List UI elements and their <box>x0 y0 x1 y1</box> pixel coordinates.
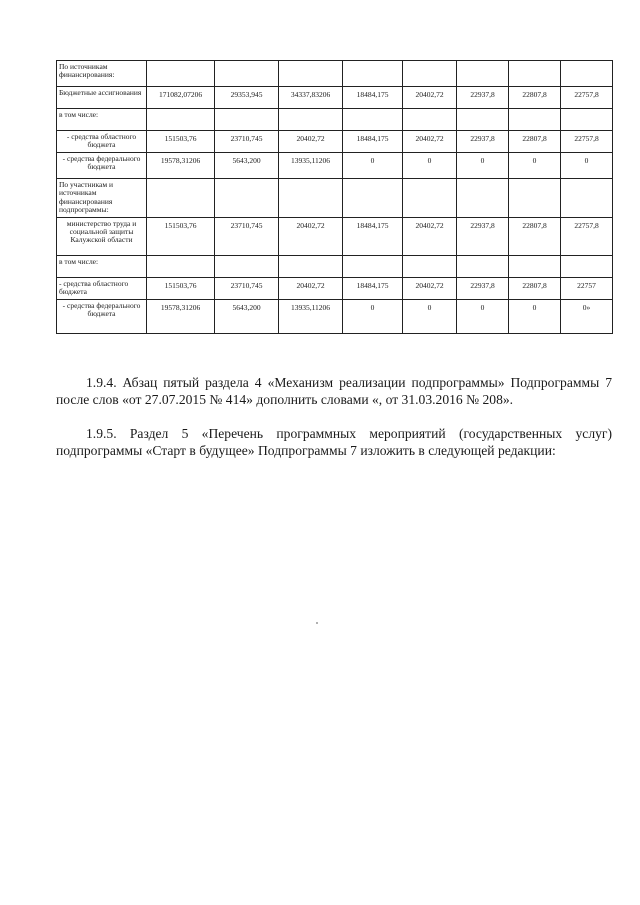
table-cell: 19578,31206 <box>147 153 215 179</box>
table-cell <box>509 255 561 277</box>
table-cell: 151503,76 <box>147 277 215 299</box>
table-cell: 19578,31206 <box>147 299 215 333</box>
table-cell <box>561 179 613 218</box>
row-label: в том числе: <box>57 109 147 131</box>
table-cell: 20402,72 <box>279 217 343 255</box>
row-label: По источникам финансирования: <box>57 61 147 87</box>
table-cell <box>215 109 279 131</box>
table-cell: 18484,175 <box>343 131 403 153</box>
table-cell: 0 <box>343 153 403 179</box>
table-cell: 22757,8 <box>561 87 613 109</box>
table-cell: 0» <box>561 299 613 333</box>
table-cell: 151503,76 <box>147 217 215 255</box>
table-cell <box>457 255 509 277</box>
paragraph-1-9-4: 1.9.4. Абзац пятый раздела 4 «Механизм реализации подпрограммы» Подпрограммы 7 после слов «от 27.07.2015 № 414» дополнить словами «, от 31.03.2016 № 208». <box>56 375 612 407</box>
table-cell: 0 <box>343 299 403 333</box>
financing-table <box>56 60 613 334</box>
table-cell: 0 <box>561 153 613 179</box>
table-cell: 22807,8 <box>509 277 561 299</box>
table-cell: 22807,8 <box>509 131 561 153</box>
table-row <box>57 255 613 277</box>
table-cell: 20402,72 <box>403 131 457 153</box>
table-cell: 20402,72 <box>403 217 457 255</box>
table-row <box>57 299 613 333</box>
table-cell: 22807,8 <box>509 87 561 109</box>
row-label: По участникам и источникам финансирования подпрограммы: <box>57 179 147 218</box>
table-cell <box>561 61 613 87</box>
table-cell <box>457 61 509 87</box>
table-cell: 0 <box>457 299 509 333</box>
table-cell: 20402,72 <box>403 277 457 299</box>
table-cell: 22937,8 <box>457 87 509 109</box>
table-row <box>57 179 613 218</box>
table-cell: 23710,745 <box>215 277 279 299</box>
table-cell <box>561 255 613 277</box>
table-cell <box>215 179 279 218</box>
table-cell: 0 <box>509 299 561 333</box>
table-cell <box>215 255 279 277</box>
row-label: - средства федерального бюджета <box>57 299 147 333</box>
table-cell <box>215 61 279 87</box>
table-cell <box>509 61 561 87</box>
table-cell: 5643,200 <box>215 299 279 333</box>
table-cell: 20402,72 <box>279 131 343 153</box>
table-cell: 22937,8 <box>457 131 509 153</box>
row-label: - средства областного бюджета <box>57 131 147 153</box>
table-cell: 13935,11206 <box>279 299 343 333</box>
table-cell: 22937,8 <box>457 217 509 255</box>
table-row <box>57 109 613 131</box>
table-cell <box>403 255 457 277</box>
table-cell <box>279 109 343 131</box>
table-cell <box>279 179 343 218</box>
table-cell <box>403 179 457 218</box>
table-cell <box>147 109 215 131</box>
table-cell: 20402,72 <box>279 277 343 299</box>
paragraph-1-9-5: 1.9.5. Раздел 5 «Перечень программных мероприятий (государственных услуг) подпрограммы «Старт в будущее» Подпрограммы 7 изложить в следующей редакции: <box>56 426 612 458</box>
table-cell: 151503,76 <box>147 131 215 153</box>
table-cell: 22807,8 <box>509 217 561 255</box>
scan-speck <box>316 622 318 624</box>
table-cell: 20402,72 <box>403 87 457 109</box>
table-cell: 22757 <box>561 277 613 299</box>
table-cell <box>403 109 457 131</box>
table-row <box>57 61 613 87</box>
row-label: министерство труда и социальной защиты Калужской области <box>57 217 147 255</box>
table-cell <box>457 109 509 131</box>
table-cell: 0 <box>457 153 509 179</box>
table-cell <box>279 61 343 87</box>
table-cell: 29353,945 <box>215 87 279 109</box>
table-cell: 0 <box>403 299 457 333</box>
row-label: в том числе: <box>57 255 147 277</box>
table-row <box>57 153 613 179</box>
table-cell <box>403 61 457 87</box>
table-cell: 18484,175 <box>343 87 403 109</box>
table-cell <box>343 179 403 218</box>
table-cell <box>343 109 403 131</box>
table-cell: 5643,200 <box>215 153 279 179</box>
table-cell: 23710,745 <box>215 131 279 153</box>
table-cell <box>509 179 561 218</box>
table-cell <box>509 109 561 131</box>
table-cell <box>343 255 403 277</box>
table-cell: 18484,175 <box>343 217 403 255</box>
table-row <box>57 131 613 153</box>
table-row <box>57 217 613 255</box>
table-row <box>57 87 613 109</box>
table-cell: 34337,83206 <box>279 87 343 109</box>
row-label: - средства областного бюджета <box>57 277 147 299</box>
table-cell <box>147 255 215 277</box>
table-cell <box>561 109 613 131</box>
table-cell: 22937,8 <box>457 277 509 299</box>
table-cell <box>343 61 403 87</box>
table-cell: 18484,175 <box>343 277 403 299</box>
table-cell <box>147 179 215 218</box>
row-label: Бюджетные ассигнования <box>57 87 147 109</box>
table-cell <box>147 61 215 87</box>
table-cell: 22757,8 <box>561 131 613 153</box>
table-cell: 23710,745 <box>215 217 279 255</box>
table-cell: 0 <box>403 153 457 179</box>
table-cell: 0 <box>509 153 561 179</box>
table-cell <box>279 255 343 277</box>
row-label: - средства федерального бюджета <box>57 153 147 179</box>
table-cell: 13935,11206 <box>279 153 343 179</box>
table-cell: 171082,07206 <box>147 87 215 109</box>
table-cell: 22757,8 <box>561 217 613 255</box>
table-cell <box>457 179 509 218</box>
table-row <box>57 277 613 299</box>
